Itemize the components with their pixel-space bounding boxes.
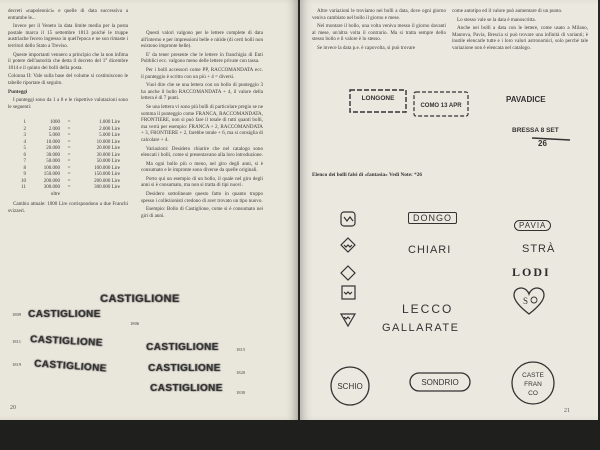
table-cell: 8 bbox=[23, 165, 26, 171]
paragraph: I punteggi sono da 1 a 8 e le rispettive valutazioni sono le seguenti: bbox=[8, 97, 128, 110]
longone-date-stamp bbox=[348, 86, 410, 118]
table-cell: = bbox=[67, 126, 71, 132]
table-cell: = bbox=[67, 133, 71, 139]
table-cell: 10 bbox=[21, 178, 26, 184]
punteggi-table bbox=[12, 120, 130, 199]
table-cell: 5 bbox=[23, 146, 26, 152]
paragraph: Invece per il Veneto la data limite media per la posta postale marca il 15 settembre 1813 poiché le truppe austriache fecero ingresso in quell'epoca e ne son rimaste i territori dello Stato a Treviso. bbox=[8, 23, 128, 49]
paragraph: Cambio attuale: 1000 Lire corrispondono a due Franchi svizzeri. bbox=[8, 201, 128, 214]
table-cell: 9 bbox=[23, 172, 26, 178]
stamp-text: PAVADICE bbox=[506, 95, 546, 104]
table-cell: = bbox=[67, 120, 71, 125]
table-cell: 50.000 bbox=[46, 159, 60, 165]
table-cell: = bbox=[67, 185, 71, 191]
stamp-text: SCHIO bbox=[337, 382, 363, 391]
paragraph: Lo stesso vale se la data è manoscritta. bbox=[457, 16, 536, 23]
table-cell: 10.000 Lire bbox=[96, 139, 120, 145]
table-cell: = bbox=[67, 172, 71, 178]
background-strip bbox=[0, 420, 600, 450]
table-cell: = bbox=[67, 139, 71, 145]
table-cell: 300.000 Lire bbox=[94, 185, 120, 191]
table-cell: 300.000 bbox=[43, 185, 60, 191]
table-cell: 6 bbox=[23, 152, 26, 158]
schio-fake-stamp bbox=[328, 364, 372, 408]
heart-fake-stamp bbox=[512, 286, 546, 318]
right-column-1 bbox=[312, 8, 446, 54]
left-column-2 bbox=[141, 30, 263, 221]
paragraph: decreti «napoleonici» e quelle di data successiva a entrambe le... bbox=[8, 8, 128, 21]
table-cell: = bbox=[67, 165, 71, 171]
paragraph: E' da tener presente che le lettere in franchigia di Enti Pubblici ecc. valgono meno delle lettere private con tassa. bbox=[141, 51, 263, 65]
table-cell: 11 bbox=[21, 185, 26, 191]
stamp-year: 1809 bbox=[12, 312, 22, 317]
paragraph: Questi valori valgono per le lettere complete di data all'interno e per impressioni belle e nitide (di certi bolli non esistono impronte belle). bbox=[141, 30, 263, 50]
castiglione-stamp: CASTIGLIONE bbox=[28, 309, 101, 320]
lodi-fake-stamp: LODI bbox=[512, 265, 551, 279]
table-cell: 10.000 bbox=[46, 139, 60, 145]
paragraph: Desidero sottolineare questo fatto in quanto troppo spesso i collezionisti credono di aver trovato un tipo nuovo. bbox=[141, 191, 263, 204]
stra-fake-stamp: STRÀ bbox=[522, 243, 556, 255]
stamp-year: 1830 bbox=[236, 390, 246, 395]
stamp-text: BRESSA 8 SET bbox=[512, 127, 559, 134]
paragraph: Vuol dire che se una lettera con un bollo di punteggio 3 ha anche il bollo RACCOMANDATA + 4, il valore della lettera è di 7 punti. bbox=[141, 82, 263, 102]
pavia-fake-stamp: PAVIA bbox=[514, 220, 551, 231]
table-cell: 1.000 Lire bbox=[99, 120, 120, 125]
right-page bbox=[300, 0, 598, 420]
stamp-year: 1806 bbox=[130, 321, 140, 326]
table-cell: 4 bbox=[23, 139, 26, 145]
table-cell: 100.000 Lire bbox=[94, 165, 120, 171]
table-cell: 1000 bbox=[50, 120, 60, 125]
table-cell: 20.000 bbox=[46, 146, 60, 152]
stamp-text: 26 bbox=[538, 139, 547, 148]
table-cell: oltre bbox=[50, 192, 60, 198]
table-cell: = bbox=[67, 178, 71, 184]
table-cell: 50.000 Lire bbox=[96, 159, 120, 165]
paragraph: Altre variazioni le troviamo nei bolli a data, dove ogni giorno veniva cambiato nel bollo il giorno e mese. bbox=[312, 8, 446, 21]
svg-text:CASTE: CASTE bbox=[522, 372, 544, 379]
table-cell: = bbox=[67, 159, 71, 165]
paragraph: Ma ogni bollo più o meno, nel giro degli anni, si è consumato e le impronte sono diverse da quelle originali. bbox=[141, 160, 263, 174]
castiglione-stamp-header: CASTIGLIONE bbox=[100, 293, 180, 305]
castiglione-stamp: CASTIGLIONE bbox=[29, 334, 103, 349]
stamp-year: 1811 bbox=[12, 339, 22, 344]
table-cell bbox=[12, 192, 26, 199]
table-cell: 7 bbox=[23, 159, 26, 165]
paragraph: Queste importanti vennero a principio che la non infima il potere dell'autorità che detta il decreto del 1° dicembre 1814 e il quinto dei bolli della posta. bbox=[8, 51, 128, 71]
left-page bbox=[0, 0, 298, 420]
table-cell: 200.000 Lire bbox=[94, 178, 120, 184]
svg-text:FRAN: FRAN bbox=[524, 381, 542, 388]
table-row bbox=[12, 192, 130, 199]
sondrio-fake-stamp bbox=[408, 370, 474, 396]
table-cell: 5.000 Lire bbox=[99, 133, 120, 139]
paragraph: Esempio: Bollo di Castiglione, come si è consumato nei giri di anni. bbox=[141, 206, 263, 219]
decorative-xx-stamps bbox=[338, 208, 360, 348]
table-cell: 30.000 Lire bbox=[96, 152, 120, 158]
table-cell: 2.000 Lire bbox=[99, 126, 120, 132]
table-cell: = bbox=[67, 152, 71, 158]
stamp-year: 1815 bbox=[236, 347, 246, 352]
table-cell: 2.000 bbox=[48, 126, 60, 132]
table-cell: 2 bbox=[23, 126, 26, 132]
como-date-stamp bbox=[412, 90, 472, 122]
left-column-1-bottom bbox=[8, 201, 128, 216]
gallarate-fake-stamp: GALLARATE bbox=[382, 322, 460, 334]
table-cell: 150.000 bbox=[43, 172, 60, 178]
table-cell: 5.000 bbox=[48, 133, 60, 139]
castelfranco-fake-stamp bbox=[510, 358, 556, 408]
castiglione-stamp: CASTIGLIONE bbox=[146, 342, 219, 353]
stamp-year: 1820 bbox=[236, 370, 246, 375]
castiglione-stamp: CASTIGLIONE bbox=[150, 383, 223, 394]
table-cell bbox=[78, 192, 120, 199]
castiglione-stamp: CASTIGLIONE bbox=[148, 363, 221, 374]
paragraph: Nel montare il bollo, una volta veniva messo il giorno davanti al mese, un'altra volta il contrario. Ma si tratta sempre dello stesso bollo e il valore è lo stesso. bbox=[312, 23, 446, 43]
paragraph: Porto qui un esempio di un bollo, il quale nel giro degli anni si è consumato, ma non si tratta di tipi nuovi. bbox=[141, 175, 263, 189]
page-number: 20 bbox=[10, 405, 16, 411]
chiari-fake-stamp: CHIARI bbox=[408, 244, 452, 256]
paragraph: Anche nei bolli a data con le lettere, come usato a Milano, Mantova, Pavia, Brescia si può trovare una infinità di varianti; è inutile elencarle tutte e i loro valori astronomici, solo perché tale variazione non è elencata nel catalogo. bbox=[452, 25, 588, 51]
table-cell: 200.000 bbox=[43, 178, 60, 184]
paragraph: Variazioni: Desidero chiarire che nel catalogo sono elencati i bolli, come si presentavano alla loro introduzione. bbox=[141, 145, 263, 159]
paragraph: Se invece la data p.e. è capovolta, si può trovare bbox=[317, 44, 416, 51]
svg-text:S: S bbox=[523, 296, 529, 306]
left-column-1 bbox=[8, 8, 128, 112]
table-cell: 100.000 bbox=[43, 165, 60, 171]
lecco-fake-stamp: LECCO bbox=[402, 302, 454, 316]
punteggi-heading: Punteggi bbox=[8, 88, 28, 95]
stamp-year: 1819 bbox=[12, 362, 22, 367]
table-cell: 30.000 bbox=[46, 152, 60, 158]
table-cell bbox=[60, 192, 78, 199]
right-column-2 bbox=[452, 8, 588, 54]
page-number: 21 bbox=[564, 408, 570, 414]
pavadice-bressa-stamps bbox=[504, 88, 584, 156]
table-cell: 150.000 Lire bbox=[94, 172, 120, 178]
stamp-text: COMO 13 APR bbox=[420, 103, 462, 109]
paragraph: Colonna II: Vale sulla base del volume si costituiscono le tabelle riportate di seguito. bbox=[8, 73, 128, 86]
stamp-text: SONDRIO bbox=[421, 378, 459, 387]
table-cell: 1 bbox=[23, 120, 26, 125]
table-cell: 20.000 Lire bbox=[96, 146, 120, 152]
paragraph: Per i bolli accessori come PP, RACCOMANDATA ecc. il punteggio è scritto con un più + 4 = diversi. bbox=[141, 66, 263, 80]
table-cell: 3 bbox=[23, 133, 26, 139]
paragraph: Se una lettera vi sono più bolli di particolare pregio se ne somma il punteggio come FRANCA, RACCOMANDATA, FRONTIERE, non si può fare il totale di tutti quanti bolli, ma verrà per esempio: FRANCA + 2, RACCOMANDATA + 3, FRONTIERE + 2, farebbe totale + 6, ma si consiglia di calcolare + 4. bbox=[141, 103, 263, 143]
dongo-fake-stamp: DONGO bbox=[408, 212, 457, 224]
table-cell: = bbox=[67, 146, 71, 152]
stamp-text: LONGONE bbox=[361, 95, 395, 102]
paragraph: come autotipo ed il valore può aumentare di un punto. bbox=[452, 8, 563, 14]
castiglione-stamp: CASTIGLIONE bbox=[33, 358, 108, 375]
section-title: Elenco dei bolli falsi di «fantasia» Vedi Note: *26 bbox=[312, 172, 423, 178]
svg-text:CO: CO bbox=[528, 390, 538, 397]
